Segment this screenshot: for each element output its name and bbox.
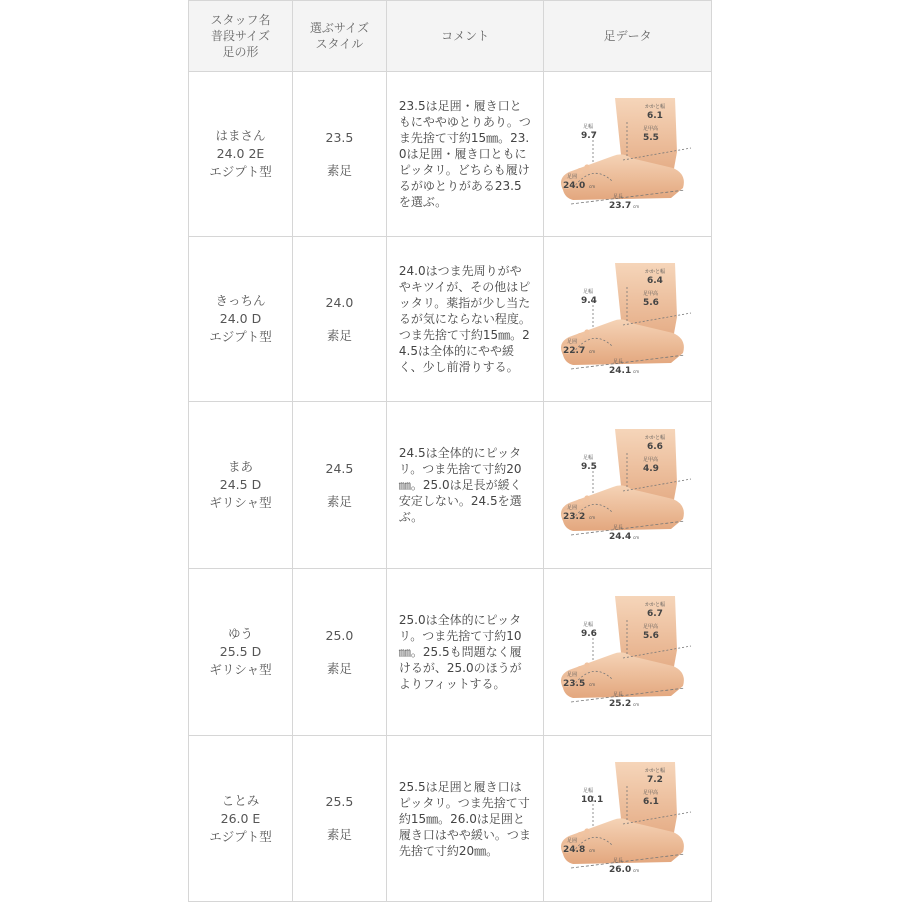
girth-value: 23.5 <box>562 678 585 689</box>
foot-diagram <box>553 590 703 715</box>
foot-shape: ギリシャ型 <box>209 662 272 677</box>
instep-label: 足甲高 <box>642 290 658 297</box>
heel-label: かかと幅 <box>644 601 665 608</box>
length-unit: cm <box>632 701 639 707</box>
staff-cell <box>189 569 293 736</box>
usual-size: 24.0 2E <box>216 146 265 161</box>
toe-shape <box>577 168 583 174</box>
header-staff-line: スタッフ名 <box>210 13 271 27</box>
length-unit: cm <box>632 868 639 873</box>
comment-text: 25.0は全体的にピッタリ。つま先捨て寸約10㎜。25.5も問題なく履けるが、25.0のほうがよりフィットする。 <box>398 613 522 691</box>
girth-unit: cm <box>588 681 595 687</box>
table-row <box>189 402 712 569</box>
usual-size: 26.0 E <box>220 810 261 826</box>
girth-unit: cm <box>588 514 595 520</box>
girth-label: 足囲 <box>566 671 577 678</box>
chosen-size: 25.5 <box>325 794 354 809</box>
usual-size: 24.0 D <box>219 311 262 326</box>
foot-shape: エジプト型 <box>209 828 272 844</box>
girth-unit: cm <box>588 848 595 853</box>
foot-data-cell <box>544 237 712 402</box>
foot-data-cell <box>544 402 712 569</box>
toe-shape <box>584 495 589 500</box>
fitting-table <box>188 0 712 902</box>
chosen-size: 24.0 <box>325 294 354 310</box>
length-label: 足長 <box>612 193 623 200</box>
wear-style: 素足 <box>326 660 352 676</box>
chosen-size: 25.0 <box>325 627 354 643</box>
toe-shape <box>577 832 583 838</box>
length-value: 24.1 <box>608 365 631 376</box>
toe-shape <box>584 662 589 667</box>
staff-cell <box>189 72 293 237</box>
width-label: 足幅 <box>582 454 593 461</box>
foot-shape: エジプト型 <box>209 329 272 344</box>
wear-style: 素足 <box>326 327 352 343</box>
girth-unit: cm <box>588 348 595 354</box>
girth-value: 24.0 <box>562 180 585 191</box>
chosen-size: 24.5 <box>325 460 354 476</box>
header-foot-data: 足データ <box>544 1 712 72</box>
length-unit: cm <box>632 368 639 374</box>
toe-shape <box>577 666 583 672</box>
comment-cell <box>386 237 544 402</box>
foot-diagram <box>553 92 703 217</box>
heel-value: 6.7 <box>646 608 663 619</box>
width-label: 足幅 <box>582 621 593 628</box>
foot-diagram <box>553 423 703 548</box>
girth-label: 足囲 <box>566 838 577 844</box>
staff-cell <box>189 402 293 569</box>
instep-value: 4.9 <box>642 463 659 474</box>
instep-value: 5.6 <box>642 297 659 308</box>
toe-shape <box>584 329 589 334</box>
width-value: 9.5 <box>580 461 597 472</box>
header-size <box>292 1 386 72</box>
staff-cell <box>189 736 293 902</box>
wear-style: 素足 <box>326 162 352 178</box>
length-value: 24.4 <box>608 531 631 542</box>
size-cell <box>292 569 386 736</box>
table-row <box>189 736 712 902</box>
header-size-line: 選ぶサイズ <box>309 21 369 35</box>
instep-value: 5.6 <box>642 630 659 641</box>
header-staff-line: 普段サイズ <box>210 29 271 43</box>
foot-shape: エジプト型 <box>209 164 272 179</box>
instep-value: 5.5 <box>642 132 659 143</box>
toe-shape <box>584 164 589 169</box>
girth-value: 23.2 <box>562 511 585 522</box>
girth-label: 足囲 <box>566 504 577 511</box>
toe-shape <box>577 333 583 339</box>
foot-data-cell <box>544 736 712 902</box>
girth-value: 22.7 <box>562 345 585 356</box>
foot-shape: ギリシャ型 <box>209 495 272 510</box>
length-unit: cm <box>632 534 639 540</box>
table-row <box>189 72 712 237</box>
usual-size: 25.5 D <box>219 644 262 659</box>
girth-unit: cm <box>588 183 595 189</box>
size-cell <box>292 402 386 569</box>
size-cell <box>292 237 386 402</box>
comment-cell <box>386 402 544 569</box>
wear-style: 素足 <box>326 493 352 509</box>
comment-text: 24.0はつま先周りがややキツイが、その他はピッタリ。薬指が少し当たるが気にならない程度。つま先捨て寸約15㎜。24.5は全体的にやや緩く、少し前滑りする。 <box>398 264 531 374</box>
staff-name: はまさん <box>215 128 266 143</box>
staff-name: まあ <box>227 459 253 474</box>
girth-label: 足囲 <box>566 173 577 180</box>
heel-label: かかと幅 <box>644 103 665 110</box>
wear-style: 素足 <box>326 827 352 842</box>
table-header-row <box>189 1 712 72</box>
length-unit: cm <box>632 203 639 209</box>
table-body <box>189 72 712 902</box>
instep-label: 足甲高 <box>642 623 658 630</box>
width-label: 足幅 <box>582 123 593 130</box>
header-comment: コメント <box>386 1 544 72</box>
length-label: 足長 <box>612 858 623 864</box>
girth-label: 足囲 <box>566 338 577 345</box>
width-label: 足幅 <box>582 288 593 295</box>
header-size-line: スタイル <box>315 37 364 51</box>
length-value: 25.2 <box>608 698 631 709</box>
foot-data-cell <box>544 569 712 736</box>
header-staff <box>189 1 293 72</box>
staff-name: ゆう <box>227 626 253 641</box>
foot-diagram <box>553 257 703 382</box>
foot-diagram <box>553 756 703 881</box>
instep-label: 足甲高 <box>642 456 658 463</box>
chosen-size: 23.5 <box>325 129 354 145</box>
comment-text: 25.5は足囲と履き口はピッタリ。つま先捨て寸約15㎜。26.0は足囲と履き口はやや緩い。つま先捨て寸約20㎜。 <box>398 779 531 858</box>
staff-name: きっちん <box>215 293 266 308</box>
width-label: 足幅 <box>582 788 593 794</box>
girth-value: 24.8 <box>562 845 585 855</box>
size-cell <box>292 736 386 902</box>
comment-text: 24.5は全体的にピッタリ。つま先捨て寸約20㎜。25.0は足長が緩く安定しない。24.5を選ぶ。 <box>398 446 522 524</box>
width-value: 9.7 <box>580 130 597 141</box>
length-label: 足長 <box>612 691 623 698</box>
length-label: 足長 <box>612 358 623 365</box>
instep-value: 6.1 <box>642 797 659 807</box>
heel-value: 6.4 <box>646 275 663 286</box>
heel-label: かかと幅 <box>644 268 665 275</box>
table-row <box>189 237 712 402</box>
width-value: 9.6 <box>580 628 597 639</box>
comment-cell <box>386 736 544 902</box>
instep-label: 足甲高 <box>642 790 658 796</box>
table-row <box>189 569 712 736</box>
length-value: 26.0 <box>608 865 631 875</box>
heel-label: かかと幅 <box>644 434 665 441</box>
header-staff-line: 足の形 <box>222 45 259 59</box>
staff-name: ことみ <box>221 792 260 808</box>
toe-shape <box>577 499 583 505</box>
size-cell <box>292 72 386 237</box>
toe-shape <box>584 828 589 833</box>
width-value: 9.4 <box>580 295 597 306</box>
instep-label: 足甲高 <box>642 125 658 132</box>
length-label: 足長 <box>612 524 623 531</box>
comment-text: 23.5は足囲・履き口ともにややゆとりあり。つま先捨て寸約15㎜。23.0は足囲・履き口ともにピッタリ。どちらも履けるがゆとりがある23.5を選ぶ。 <box>398 99 531 209</box>
comment-cell <box>386 569 544 736</box>
foot-data-cell <box>544 72 712 237</box>
heel-value: 6.6 <box>646 441 663 452</box>
usual-size: 24.5 D <box>219 477 262 492</box>
comment-cell <box>386 72 544 237</box>
heel-label: かかと幅 <box>644 768 665 774</box>
heel-value: 7.2 <box>646 775 663 785</box>
heel-value: 6.1 <box>646 110 663 121</box>
width-value: 10.1 <box>580 795 603 805</box>
staff-cell <box>189 237 293 402</box>
length-value: 23.7 <box>608 200 631 211</box>
